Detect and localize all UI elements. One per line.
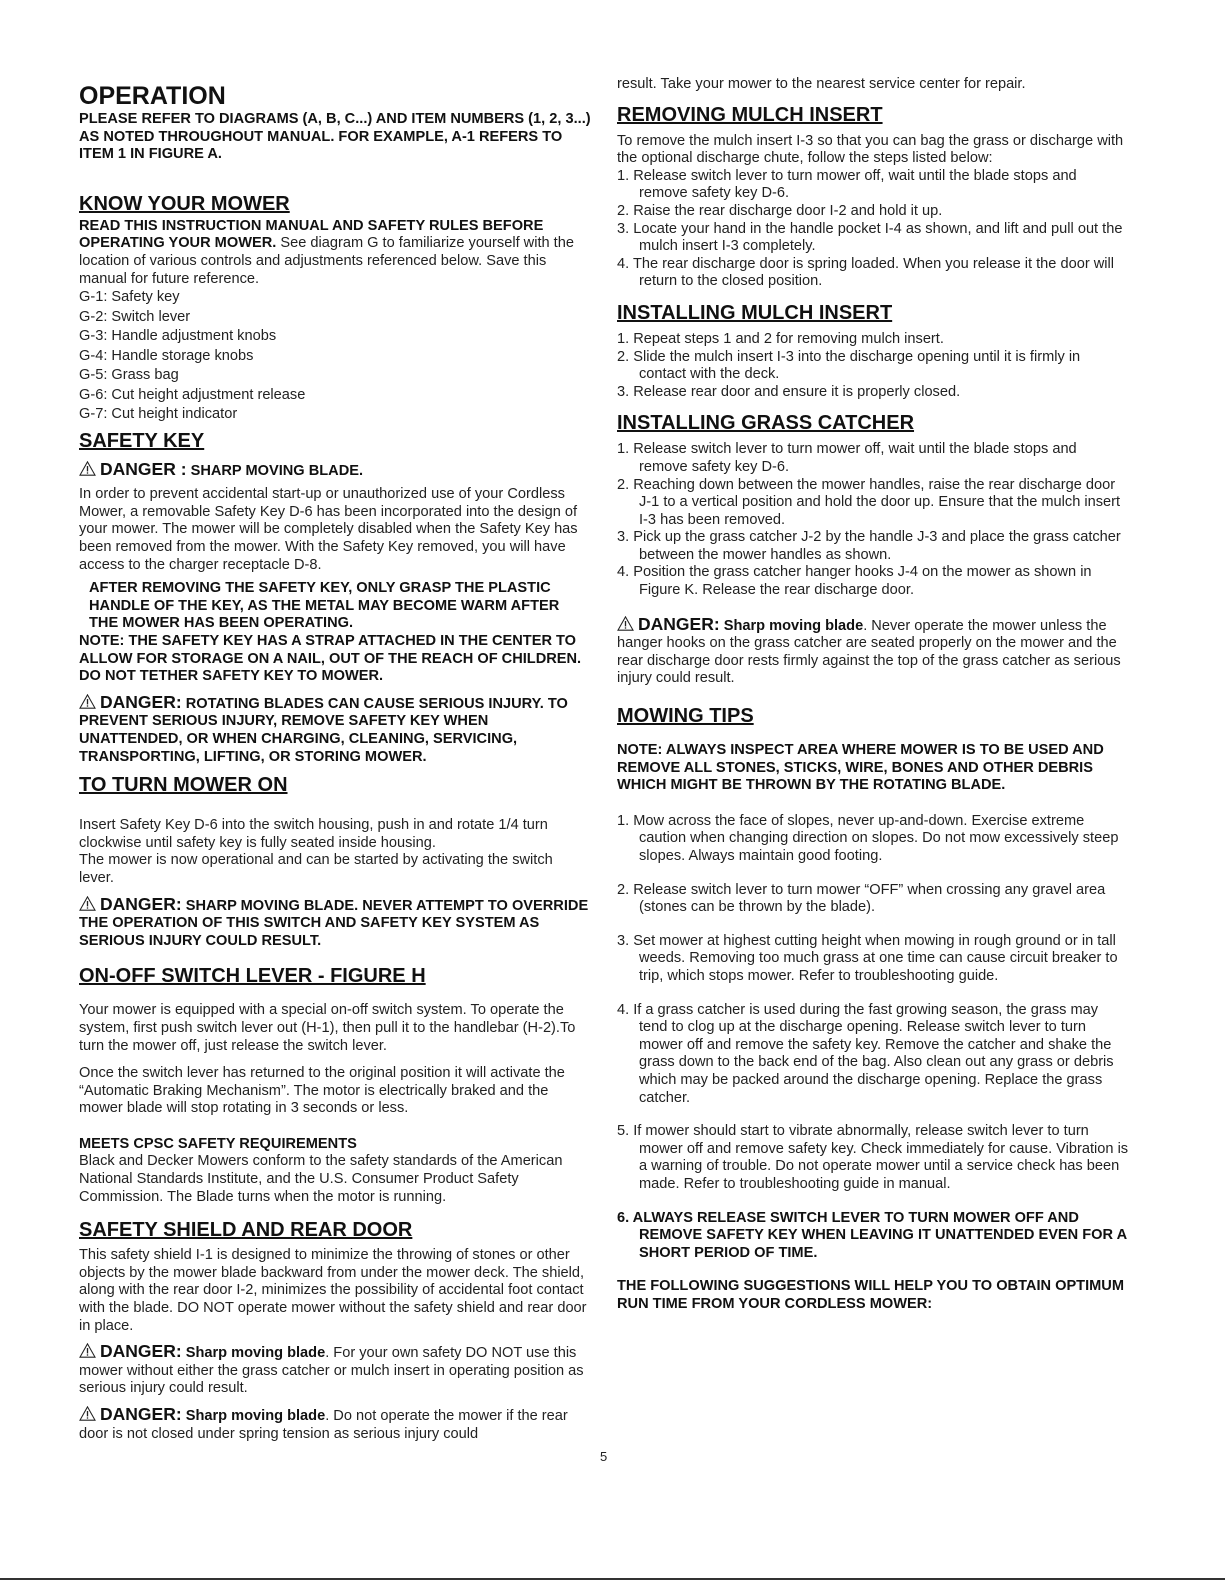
list-item: 2. Reaching down between the mower handles, raise the rear discharge door J-1 to a vertical position and hold the door up. Ensure that the mulch insert I-3 has been removed. — [617, 476, 1121, 528]
list-item: 1. Release switch lever to turn mower off, wait until the blade stops and remove safety key D-6. — [617, 167, 1077, 202]
switch-paragraph-1: Your mower is equipped with a special on-off switch system. To operate the system, first push switch lever out (H-1), then pull it to the handlebar (H-2).To turn the mower off, just release the switch lever. — [79, 1002, 576, 1054]
list-item: 1. Release switch lever to turn mower off, wait until the blade stops and remove safety key D-6. — [617, 441, 1077, 475]
heading-know-your-mower: KNOW YOUR MOWER — [79, 192, 290, 215]
list-item: G-6: Cut height adjustment release — [79, 386, 306, 403]
intro-text: PLEASE REFER TO DIAGRAMS (A, B, C...) AND ITEM NUMBERS (1, 2, 3...) AS NOTED THROUGHOUT MANUAL. FOR EXAMPLE, A-1 REFERS TO ITEM 1 IN FIGURE A. — [79, 111, 591, 163]
list-item: 1. Mow across the face of slopes, never up-and-down. Exercise extreme caution when changing direction on slopes. Do not mow excessively steep slopes. Always maintain good footing. — [617, 812, 1119, 864]
list-item: G-5: Grass bag — [79, 367, 179, 384]
heading-installing-mulch-insert: INSTALLING MULCH INSERT — [617, 301, 893, 324]
heading-installing-grass-catcher: INSTALLING GRASS CATCHER — [617, 412, 915, 435]
warning-icon — [79, 694, 96, 709]
list-item: G-4: Handle storage knobs — [79, 347, 254, 364]
danger-notice: DANGER: SHARP MOVING BLADE. NEVER ATTEMPT TO OVERRIDE THE OPERATION OF THIS SWITCH AND SAFETY KEY SYSTEM AS SERIOUS INJURY COULD RESULT. — [79, 893, 589, 949]
installing-mulch-steps — [617, 331, 1129, 401]
removing-paragraph: To remove the mulch insert I-3 so that you can bag the grass or discharge with the optional discharge chute, follow the steps listed below: — [617, 132, 1124, 167]
tips-closing: THE FOLLOWING SUGGESTIONS WILL HELP YOU TO OBTAIN OPTIMUM RUN TIME FROM YOUR CORDLESS MOWER: — [617, 1278, 1125, 1312]
list-item: 3. Pick up the grass catcher J-2 by the handle J-3 and place the grass catcher between the mower handles as shown. — [617, 529, 1121, 563]
switch-paragraph-2: Once the switch lever has returned to the original position it will activate the “Automatic Braking Mechanism”. The motor is electrically braked and the mower blade will stop rotating in 3 seconds or less. — [79, 1065, 565, 1117]
danger-notice: DANGER: Sharp moving blade. For your own safety DO NOT use this mower without either the grass catcher or mulch insert in operating position as serious injury could result. — [79, 1341, 584, 1397]
list-item: 1. Repeat steps 1 and 2 for removing mulch insert. — [617, 330, 944, 347]
list-item: 4. If a grass catcher is used during the fast growing season, the grass may tend to clog up at the discharge opening. Release switch lever to turn mower off and remove the safety key. Remove the catcher and shake the grass down to the back end of the bag. Also clean out any grass or debris which may be packed around the discharge opening. Replace the grass catcher. — [617, 1001, 1114, 1106]
know-text: See diagram G to familiarize yourself with the location of various controls and adjustments referenced below. Save this manual for future reference. — [79, 235, 574, 287]
mowing-tips-list — [617, 813, 1129, 1262]
strap-note: NOTE: THE SAFETY KEY HAS A STRAP ATTACHED IN THE CENTER TO ALLOW FOR STORAGE ON A NAIL, OUT OF THE REACH OF CHILDREN. DO NOT TETHER SAFETY KEY TO MOWER. — [79, 633, 582, 685]
list-item: G-3: Handle adjustment knobs — [79, 328, 277, 345]
continuation-text: result. Take your mower to the nearest service center for repair. — [617, 76, 1026, 92]
shield-paragraph: This safety shield I-1 is designed to minimize the throwing of stones or other objects by the mower blade backward from under the mower deck. The shield, along with the rear door I-2, minimizes the possibility of accidental foot contact with the blade. DO NOT operate mower without the safety shield and rear door in place. — [79, 1247, 587, 1334]
warning-icon — [79, 1343, 96, 1358]
heading-safety-key: SAFETY KEY — [79, 429, 205, 452]
removing-steps — [617, 168, 1129, 291]
heading-on-off-switch: ON-OFF SWITCH LEVER - FIGURE H — [79, 965, 426, 988]
list-item: 5. If mower should start to vibrate abnormally, release switch lever to turn mower off and remove safety key. Check immediately for cause. Vibration is a warning of trouble. Do not operate mower until a service check has been made. Refer to troubleshooting guide in manual. — [617, 1123, 1129, 1192]
danger-notice: DANGER: Sharp moving blade. Never operate the mower unless the hanger hooks on the grass catcher are seated properly on the mower and the rear discharge door rests firmly against the top of the grass catcher as serious injury could result. — [617, 613, 1121, 687]
danger-notice: DANGER: ROTATING BLADES CAN CAUSE SERIOUS INJURY. TO PREVENT SERIOUS INJURY, REMOVE SAFETY KEY WHEN UNATTENDED, OR WHEN CHARGING, CLEANING, SERVICING, TRANSPORTING, LIFTING, OR STORING MOWER. — [79, 691, 568, 765]
heading-safety-shield: SAFETY SHIELD AND REAR DOOR — [79, 1219, 413, 1242]
heading-turn-mower-on: TO TURN MOWER ON — [79, 774, 288, 797]
cpsc-paragraph: Black and Decker Mowers conform to the safety standards of the American National Standards Institute, and the U.S. Consumer Product Safety Commission. The Blade turns when the motor is running. — [79, 1153, 563, 1205]
installing-catcher-steps — [617, 441, 1129, 599]
list-item: 4. Position the grass catcher hanger hooks J-4 on the mower as shown in Figure K. Release the rear discharge door. — [617, 564, 1092, 599]
warning-icon — [79, 461, 96, 476]
know-bold-lead: READ THIS INSTRUCTION MANUAL AND SAFETY RULES BEFORE OPERATING YOUR MOWER. — [79, 217, 544, 252]
list-item: G-2: Switch lever — [79, 308, 191, 325]
warning-icon — [617, 616, 634, 631]
cpsc-heading: MEETS CPSC SAFETY REQUIREMENTS — [79, 1135, 357, 1152]
turn-on-paragraph-2: The mower is now operational and can be started by activating the switch lever. — [79, 852, 553, 886]
turn-on-paragraph: Insert Safety Key D-6 into the switch housing, push in and rotate 1/4 turn clockwise until safety key is fully seated inside housing. — [79, 817, 548, 851]
bottom-rule — [0, 1578, 1225, 1580]
right-column — [617, 76, 1129, 1313]
warning-icon — [79, 1406, 96, 1421]
list-item: 2. Slide the mulch insert I-3 into the discharge opening until it is firmly in contact with the deck. — [617, 348, 1081, 383]
list-item: 3. Set mower at highest cutting height when mowing in rough ground or in tall weeds. Removing too much grass at one time can cause circuit breaker to trip, which stops mower. Refer to troubleshooting guide. — [617, 932, 1118, 984]
list-item: 3. Release rear door and ensure it is properly closed. — [617, 383, 961, 400]
heading-mowing-tips: MOWING TIPS — [617, 705, 754, 728]
list-item: 2. Raise the rear discharge door I-2 and hold it up. — [617, 202, 943, 219]
list-item: 3. Locate your hand in the handle pocket I-4 as shown, and lift and pull out the mulch insert I-3 completely. — [617, 220, 1123, 255]
list-item: 2. Release switch lever to turn mower “OFF” when crossing any gravel area (stones can be thrown by the blade). — [617, 881, 1106, 916]
danger-notice: DANGER : SHARP MOVING BLADE. — [79, 461, 591, 481]
danger-notice: DANGER: Sharp moving blade. Do not operate the mower if the rear door is not closed under spring tension as serious injury could — [79, 1404, 568, 1442]
list-item: 6. ALWAYS RELEASE SWITCH LEVER TO TURN MOWER OFF AND REMOVE SAFETY KEY WHEN LEAVING IT UNATTENDED EVEN FOR A SHORT PERIOD OF TIME. — [617, 1209, 1127, 1261]
list-item: G-7: Cut height indicator — [79, 406, 238, 423]
warning-icon — [79, 896, 96, 911]
safety-key-paragraph: In order to prevent accidental start-up or unauthorized use of your Cordless Mower, a removable Safety Key D-6 has been incorporated into the design of your mower. The mower will be completely disabled when the Safety Key has been removed from the mower. With the Safety Key removed, you will have access to the charger receptacle D-8. — [79, 486, 578, 573]
heading-removing-mulch-insert: REMOVING MULCH INSERT — [617, 103, 883, 126]
page-number: 5 — [600, 1449, 608, 1464]
tips-note: NOTE: ALWAYS INSPECT AREA WHERE MOWER IS TO BE USED AND REMOVE ALL STONES, STICKS, WIRE, BONES AND OTHER DEBRIS WHICH MIGHT BE THROWN BY THE ROTATING BLADE. — [617, 742, 1104, 794]
list-item: G-1: Safety key — [79, 289, 180, 306]
page-title: OPERATION — [79, 82, 226, 110]
controls-list — [79, 288, 591, 425]
metal-warning: AFTER REMOVING THE SAFETY KEY, ONLY GRASP THE PLASTIC HANDLE OF THE KEY, AS THE METAL MAY BECOME WARM AFTER THE MOWER HAS BEEN OPERATING. — [89, 580, 560, 632]
left-column — [79, 82, 591, 1443]
know-paragraph — [79, 218, 591, 288]
list-item: 4. The rear discharge door is spring loaded. When you release it the door will return to the closed position. — [617, 255, 1114, 290]
